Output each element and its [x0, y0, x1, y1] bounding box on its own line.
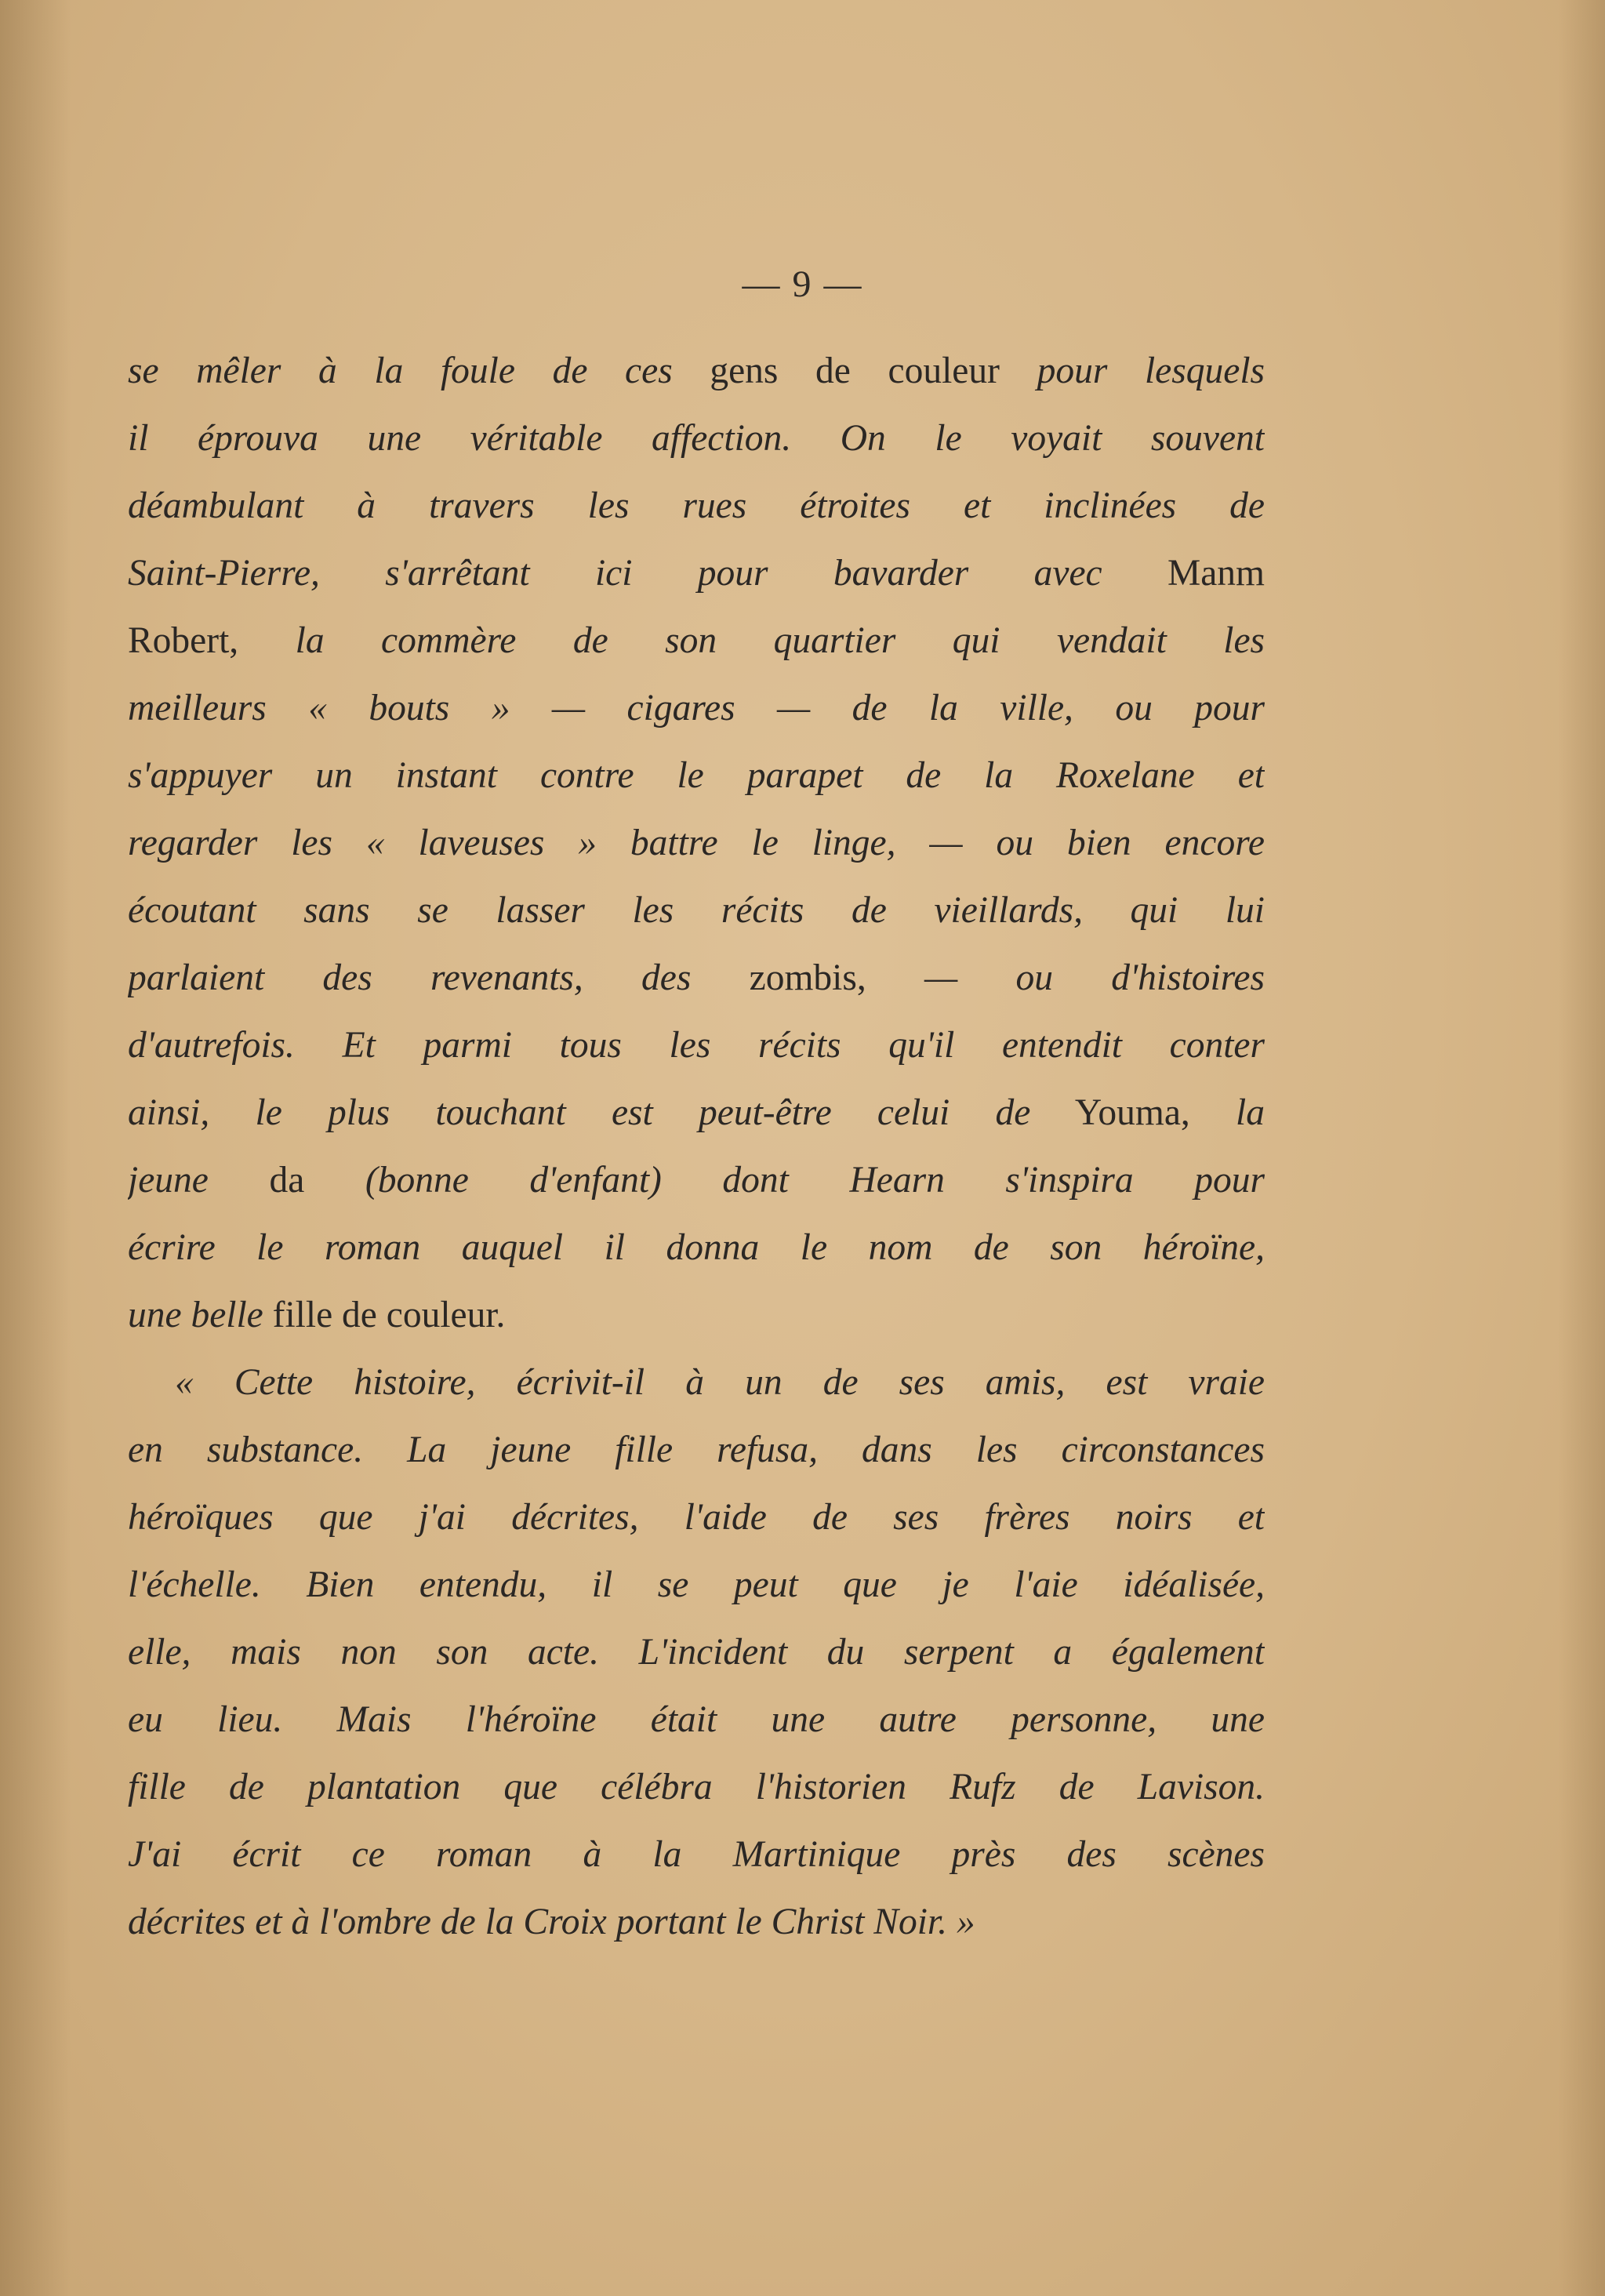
- text-line: [128, 1753, 1265, 1821]
- text-line: [128, 809, 1265, 877]
- text-segment: héroïques que j'ai décrites, l'aide de ses frères noirs et: [128, 1497, 1265, 1538]
- text-line: [128, 944, 1265, 1012]
- text-segment: regarder les « laveuses » battre le linge, — ou bien encore: [128, 823, 1265, 863]
- text-segment: ainsi, le plus touchant est peut-être celui de: [128, 1092, 1031, 1133]
- text-segment: en substance. La jeune fille refusa, dans les circonstances: [128, 1430, 1265, 1470]
- text-line: [128, 1146, 1265, 1214]
- text-segment: Robert,: [128, 620, 296, 661]
- text-line: [128, 607, 1265, 674]
- text-line: [128, 877, 1265, 944]
- text-segment: une belle: [128, 1295, 263, 1335]
- text-line: [128, 1214, 1265, 1281]
- text-line: [128, 1416, 1265, 1484]
- text-segment: s'appuyer un instant contre le parapet de la Roxelane et: [128, 755, 1265, 796]
- text-segment: (bonne d'enfant) dont Hearn s'inspira pour: [365, 1160, 1265, 1201]
- text-line: [128, 742, 1265, 809]
- text-line: [128, 1281, 1265, 1349]
- text-segment: — ou d'histoires: [924, 957, 1265, 998]
- text-line: [128, 1079, 1265, 1146]
- text-segment: déambulant à travers les rues étroites et inclinées de: [128, 485, 1265, 526]
- text-segment: jeune: [128, 1160, 209, 1201]
- text-segment: la commère de son quartier qui vendait les: [295, 620, 1265, 661]
- body-text: [128, 337, 1265, 1956]
- text-segment: pour lesquels: [1037, 351, 1265, 391]
- text-line: [128, 1551, 1265, 1618]
- text-segment: elle, mais non son acte. L'incident du serpent a également: [128, 1632, 1265, 1673]
- page-edge-shadow-left: [0, 0, 71, 2296]
- text-line: [128, 337, 1265, 405]
- text-line: [128, 1686, 1265, 1753]
- text-segment: se mêler à la foule de ces: [128, 351, 673, 391]
- page-edge-shadow-right: [1558, 0, 1605, 2296]
- text-line: [128, 539, 1265, 607]
- text-segment: la: [1236, 1092, 1265, 1133]
- text-segment: « Cette histoire, écrivit-il à un de ses amis, est vraie: [175, 1362, 1265, 1403]
- text-segment: décrites et à l'ombre de la Croix portant le Christ Noir. »: [128, 1902, 975, 1942]
- text-line: [128, 1349, 1265, 1416]
- text-segment: écrire le roman auquel il donna le nom de son héroïne,: [128, 1227, 1265, 1268]
- text-line: [128, 1012, 1265, 1079]
- text-segment: eu lieu. Mais l'héroïne était une autre personne, une: [128, 1699, 1265, 1740]
- page-number: — 9 —: [742, 263, 863, 305]
- text-segment: zombis,: [691, 957, 924, 998]
- text-segment: parlaient des revenants, des: [128, 957, 692, 998]
- text-segment: J'ai écrit ce roman à la Martinique près des scènes: [128, 1834, 1265, 1875]
- text-segment: da: [208, 1160, 365, 1201]
- text-segment: Youma,: [1030, 1092, 1236, 1133]
- text-segment: d'autrefois. Et parmi tous les récits qu'il entendit conter: [128, 1025, 1265, 1066]
- text-line: [128, 1484, 1265, 1551]
- text-segment: Manm: [1102, 553, 1265, 594]
- text-segment: Saint-Pierre, s'arrêtant ici pour bavarder avec: [128, 553, 1102, 594]
- text-segment: il éprouva une véritable affection. On le voyait souvent: [128, 418, 1265, 459]
- text-segment: l'échelle. Bien entendu, il se peut que je l'aie idéalisée,: [128, 1564, 1265, 1605]
- text-segment: fille de plantation que célébra l'historien Rufz de Lavison.: [128, 1767, 1265, 1807]
- text-line: [128, 472, 1265, 539]
- text-segment: fille de couleur.: [263, 1295, 506, 1335]
- text-line: [128, 1821, 1265, 1888]
- text-line: [128, 405, 1265, 472]
- text-segment: meilleurs « bouts » — cigares — de la ville, ou pour: [128, 688, 1265, 728]
- text-line: [128, 1618, 1265, 1686]
- text-line: [128, 1888, 1265, 1956]
- text-segment: écoutant sans se lasser les récits de vieillards, qui lui: [128, 890, 1265, 931]
- text-line: [128, 674, 1265, 742]
- text-segment: gens de couleur: [672, 351, 1037, 391]
